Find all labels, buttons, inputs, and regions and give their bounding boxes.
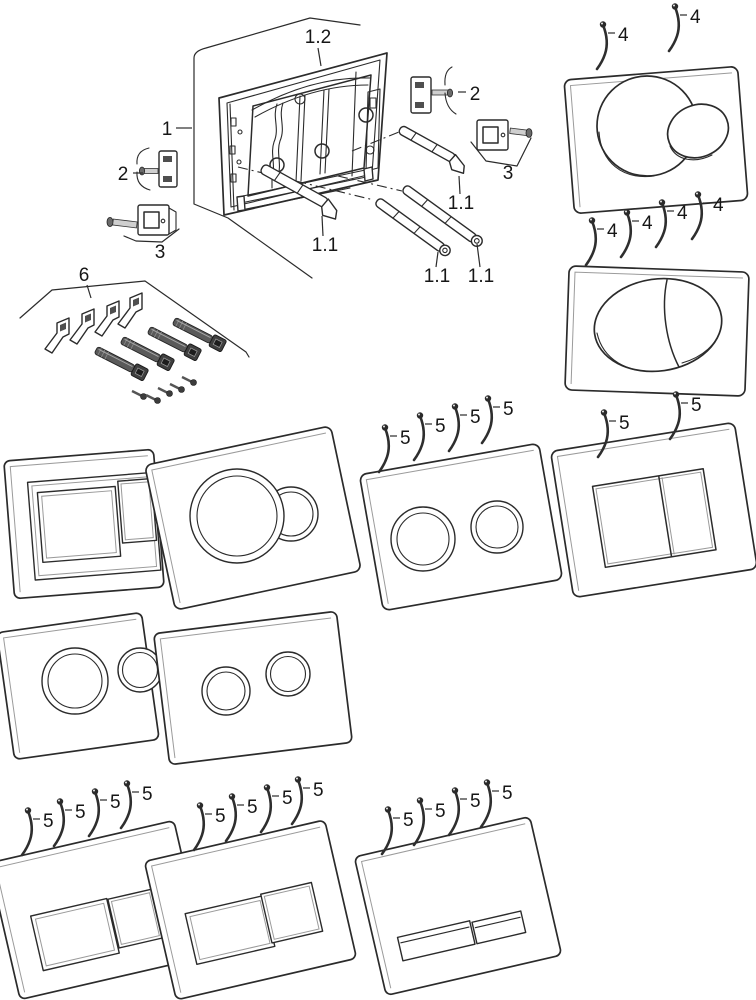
screw-pin (121, 780, 153, 828)
callout-5: 5 (215, 806, 226, 827)
screw-pin (669, 3, 701, 51)
small-screw-2 (146, 395, 161, 404)
ring-button-left (202, 667, 250, 715)
plate-framed-rect-buttons (4, 449, 164, 598)
screw-pin (226, 793, 258, 841)
small-screw-3 (158, 388, 173, 397)
small-screw-1 (132, 391, 147, 400)
callout-5: 5 (400, 428, 411, 449)
callout-5: 5 (435, 416, 446, 437)
plate-large-small-ring (0, 612, 162, 759)
screw-pin (597, 21, 629, 69)
clip-left (133, 148, 177, 190)
big-ring-button (42, 648, 108, 714)
ring-button-right (471, 501, 523, 553)
screw-pin (482, 395, 514, 443)
ring-button-left (391, 507, 455, 571)
callout-5: 5 (282, 788, 293, 809)
screw-pin (621, 209, 653, 257)
plate-split-oval-button (565, 266, 749, 396)
callout-5: 5 (247, 797, 258, 818)
callout-5: 5 (619, 413, 630, 434)
callout-3: 3 (154, 242, 166, 263)
plate-bar-buttons (354, 817, 561, 996)
callout-5: 5 (470, 407, 481, 428)
plate-round-oval-buttons (564, 66, 748, 213)
wall-bracket-4 (118, 293, 142, 328)
screw-pin (292, 776, 324, 824)
callout-3: 3 (502, 163, 514, 184)
callout-2: 2 (117, 164, 129, 185)
clip-right (411, 67, 466, 114)
small-screw-4 (170, 384, 185, 393)
screw-pin (586, 217, 618, 265)
screw-pin (379, 424, 411, 472)
plate-dual-rect-right (551, 422, 756, 597)
screw-pin (22, 807, 54, 855)
screw-pin (449, 787, 481, 835)
callout-4: 4 (607, 221, 618, 242)
big-circle-button (190, 469, 284, 563)
callout-5: 5 (313, 780, 324, 801)
callout-1-1: 1.1 (311, 235, 339, 256)
callout-5: 5 (75, 802, 86, 823)
callout-2: 2 (469, 84, 481, 105)
plate-twin-rings (359, 443, 562, 611)
screw-pin (261, 784, 293, 832)
left-rect-button (37, 486, 120, 562)
wall-bracket-2 (70, 309, 94, 344)
angle-bracket-left (107, 205, 179, 242)
callout-5: 5 (435, 801, 446, 822)
wall-bracket-1 (45, 318, 69, 353)
callout-1-1: 1.1 (423, 266, 451, 287)
screw-pin (449, 403, 481, 451)
callout-1: 1 (161, 119, 173, 140)
screw-pin (54, 798, 86, 846)
plate-overlap-circles (145, 426, 362, 610)
callout-5: 5 (470, 791, 481, 812)
wall-bracket-3 (95, 301, 119, 336)
callout-6: 6 (78, 265, 90, 286)
right-button (261, 882, 323, 942)
callout-1-2: 1.2 (304, 27, 332, 48)
callout-5: 5 (142, 784, 153, 805)
callout-5: 5 (502, 783, 513, 804)
screw-pin (481, 779, 513, 827)
callout-5: 5 (503, 399, 514, 420)
callout-5: 5 (110, 792, 121, 813)
callout-5: 5 (403, 810, 414, 831)
plate-twin-small-rings (154, 611, 353, 764)
callout-1-1: 1.1 (447, 193, 475, 214)
screw-pin (414, 412, 446, 460)
clip-left-screw (139, 167, 144, 175)
callout-4: 4 (642, 213, 653, 234)
callout-4: 4 (713, 195, 724, 216)
ring-button-right (266, 652, 310, 696)
push-rod-upper-right (395, 125, 470, 175)
callout-5: 5 (43, 811, 54, 832)
push-rod-lower-a (374, 197, 452, 258)
screw-pin (89, 788, 121, 836)
small-screw-5 (182, 377, 197, 386)
angle-bracket-right (471, 120, 532, 166)
callout-1-1: 1.1 (467, 266, 495, 287)
callout-5: 5 (691, 395, 702, 416)
callout-4: 4 (677, 203, 688, 224)
callout-4: 4 (618, 25, 629, 46)
screw-pin (194, 802, 226, 850)
callout-4: 4 (690, 7, 701, 28)
fastener-set (20, 281, 249, 404)
